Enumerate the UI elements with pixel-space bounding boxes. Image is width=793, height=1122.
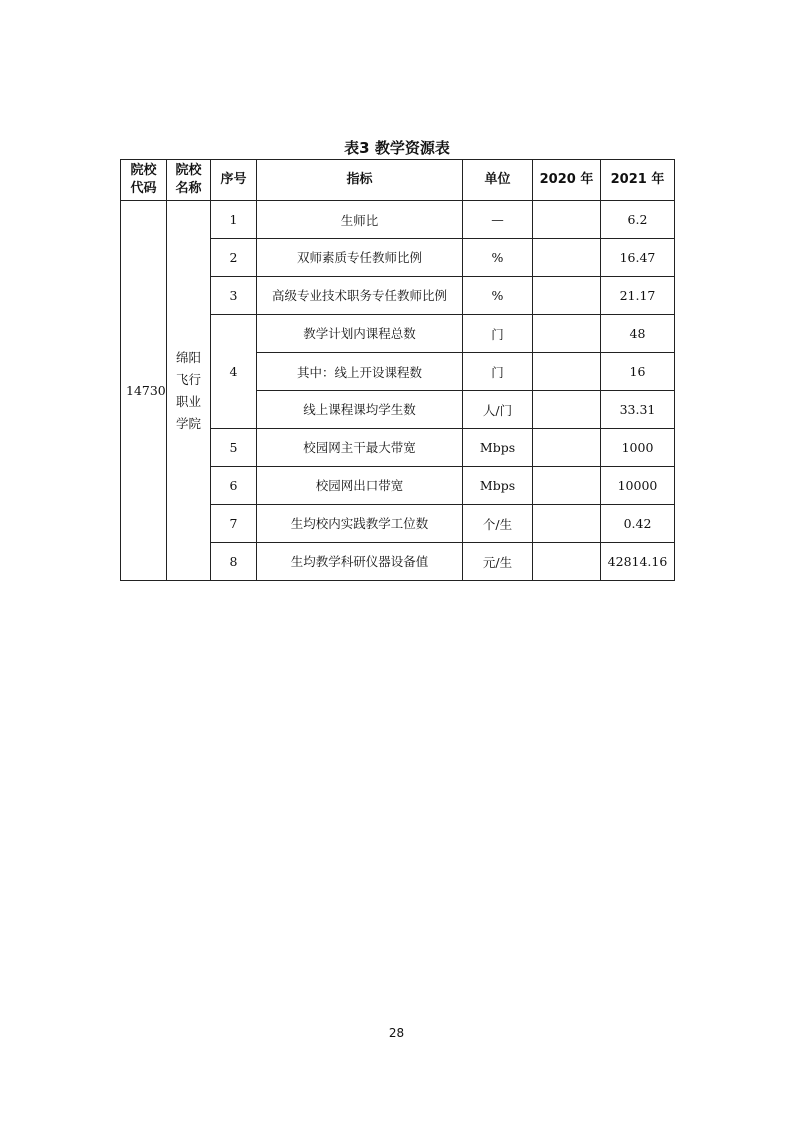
unit-cell: %: [463, 239, 533, 277]
unit-cell: 个/生: [463, 505, 533, 543]
indicator-cell: 线上课程课均学生数: [257, 391, 463, 429]
indicator-cell: 校园网出口带宽: [257, 467, 463, 505]
seq-cell: 4: [211, 315, 257, 429]
header-school-name: 院校名称: [167, 160, 211, 201]
seq-cell: 5: [211, 429, 257, 467]
unit-cell: 人/门: [463, 391, 533, 429]
y2020-cell: [533, 505, 601, 543]
indicator-cell: 生均教学科研仪器设备值: [257, 543, 463, 581]
unit-cell: 元/生: [463, 543, 533, 581]
seq-cell: 2: [211, 239, 257, 277]
y2020-cell: [533, 315, 601, 353]
header-school-code: 院校代码: [121, 160, 167, 201]
table-caption: 表3 教学资源表: [344, 139, 450, 157]
seq-cell: 3: [211, 277, 257, 315]
header-2020: 2020 年: [533, 160, 601, 201]
y2020-cell: [533, 353, 601, 391]
school-name-cell: 绵阳飞行职业学院: [167, 201, 211, 581]
y2021-cell: 1000: [601, 429, 675, 467]
indicator-cell: 其中：线上开设课程数: [257, 353, 463, 391]
y2020-cell: [533, 391, 601, 429]
page-number: 28: [388, 1026, 405, 1040]
indicator-cell: 校园网主干最大带宽: [257, 429, 463, 467]
y2020-cell: [533, 467, 601, 505]
unit-cell: 门: [463, 315, 533, 353]
y2020-cell: [533, 277, 601, 315]
seq-cell: 1: [211, 201, 257, 239]
seq-cell: 6: [211, 467, 257, 505]
header-unit: 单位: [463, 160, 533, 201]
unit-cell: 门: [463, 353, 533, 391]
y2021-cell: 16: [601, 353, 675, 391]
unit-cell: —: [463, 201, 533, 239]
unit-cell: Mbps: [463, 467, 533, 505]
header-2021: 2021 年: [601, 160, 675, 201]
unit-cell: %: [463, 277, 533, 315]
y2021-cell: 10000: [601, 467, 675, 505]
header-row: [121, 160, 675, 201]
seq-cell: 7: [211, 505, 257, 543]
school-code-cell: 14730: [121, 201, 167, 581]
header-seq: 序号: [211, 160, 257, 201]
y2021-cell: 48: [601, 315, 675, 353]
y2021-cell: 16.47: [601, 239, 675, 277]
y2021-cell: 21.17: [601, 277, 675, 315]
indicator-cell: 高级专业技术职务专任教师比例: [257, 277, 463, 315]
y2021-cell: 6.2: [601, 201, 675, 239]
indicator-cell: 双师素质专任教师比例: [257, 239, 463, 277]
unit-cell: Mbps: [463, 429, 533, 467]
y2021-cell: 33.31: [601, 391, 675, 429]
y2020-cell: [533, 239, 601, 277]
header-indicator: 指标: [257, 160, 463, 201]
y2020-cell: [533, 201, 601, 239]
teaching-resources-table: [120, 159, 675, 581]
indicator-cell: 生师比: [257, 201, 463, 239]
y2021-cell: 42814.16: [601, 543, 675, 581]
indicator-cell: 教学计划内课程总数: [257, 315, 463, 353]
table-row: [121, 201, 675, 239]
y2021-cell: 0.42: [601, 505, 675, 543]
indicator-cell: 生均校内实践教学工位数: [257, 505, 463, 543]
y2020-cell: [533, 429, 601, 467]
y2020-cell: [533, 543, 601, 581]
seq-cell: 8: [211, 543, 257, 581]
